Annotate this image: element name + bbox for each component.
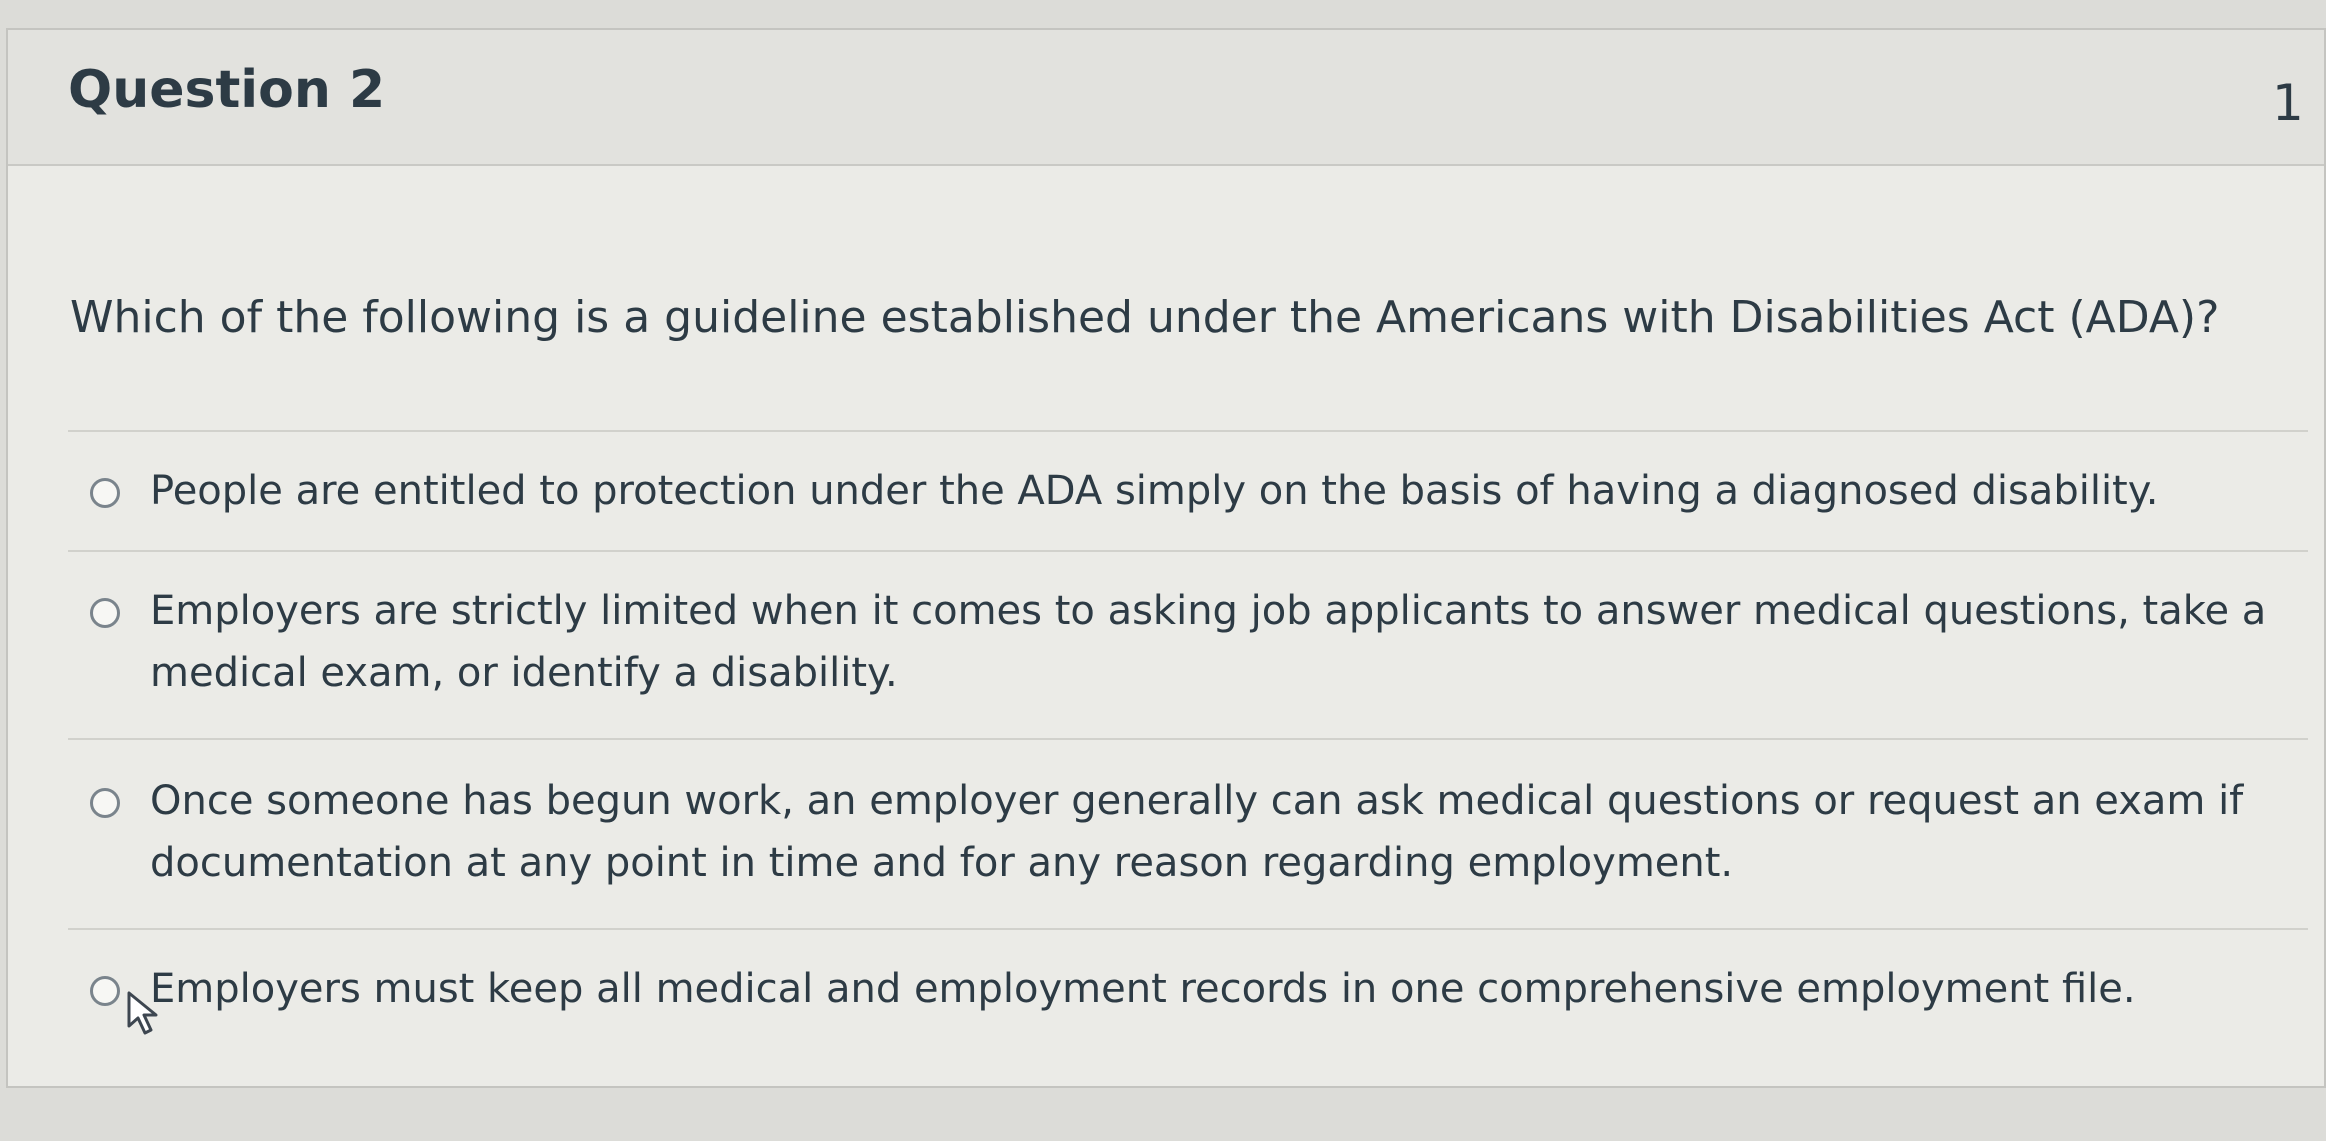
answer-label: Once someone has begun work, an employer generally can ask medical questions or request an exam if documentation at any point in time and for any reason regarding employment. [150, 778, 2244, 886]
question-prompt: Which of the following is a guideline established under the Americans with Disabilities Act (ADA)? [70, 292, 2220, 343]
answer-option-1[interactable] [68, 430, 2308, 550]
answer-label: Employers are strictly limited when it comes to asking job applicants to answer medical questions, take a medical exam, or identify a disability. [150, 588, 2267, 696]
answer-option-4[interactable] [68, 928, 2308, 1078]
answer-option-3[interactable] [68, 738, 2308, 928]
answer-label: People are entitled to protection under the ADA simply on the basis of having a diagnosed disability. [150, 468, 2159, 514]
radio-unselected-icon[interactable] [90, 788, 120, 818]
radio-unselected-icon[interactable] [90, 976, 120, 1006]
question-title: Question 2 [68, 60, 386, 120]
radio-unselected-icon[interactable] [90, 478, 120, 508]
answer-label: Employers must keep all medical and employment records in one comprehensive employment file. [150, 966, 2136, 1012]
question-header [8, 30, 2324, 166]
radio-unselected-icon[interactable] [90, 598, 120, 628]
question-card [6, 28, 2326, 1088]
answer-option-2[interactable] [68, 550, 2308, 738]
question-points: 1 [2272, 74, 2304, 132]
mouse-pointer-icon [126, 990, 162, 1036]
